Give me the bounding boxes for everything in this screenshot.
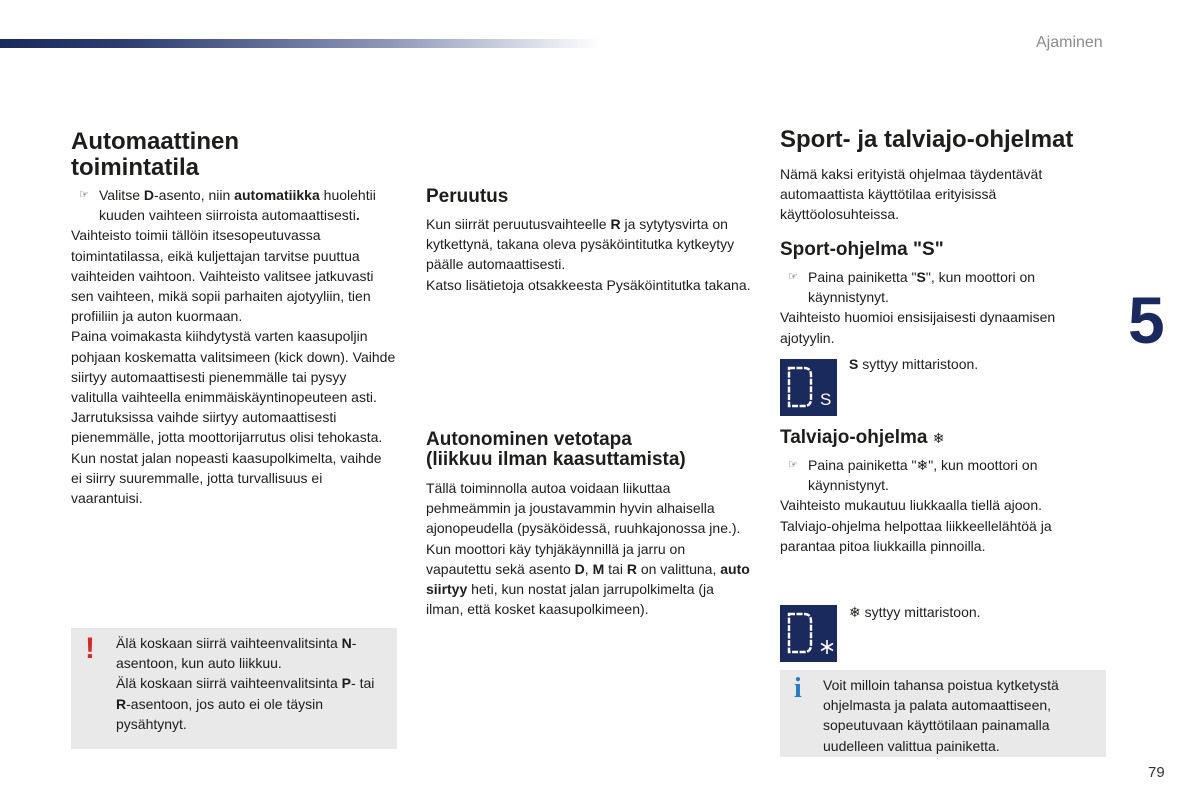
exclamation-icon: ! [85, 632, 95, 665]
pointing-finger-icon: ☞ [79, 189, 89, 201]
winter-caption: ❄ syttyy mittaristoon. [849, 604, 981, 620]
automatic-mode-paragraph: Vaihteisto toimii tällöin itsesopeutuvassa toimintatilassa, eikä kuljettajan tarvitse puuttua vaihteiden vaihtoon. Vaihteisto valitsee jatkuvasti sen vaihteen, mikä sopii parhaiten ajotyyliin, tien profiiliin ja auton kuormaan. [71, 227, 374, 325]
pointing-finger-icon: ☞ [788, 271, 798, 283]
header-gradient-bar [0, 39, 600, 48]
pointing-finger-icon: ☞ [788, 459, 798, 471]
creep-title: Autonominen vetotapa (liikkuu ilman kaasuttamista) [426, 429, 686, 470]
reverse-body: Kun siirrät peruutusvaihteelle R ja sytytysvirta on kytkettynä, takana oleva pysäköintitutka kytkeytyy päälle automaattisesti. Katso lisätietoja otsakkeesta Pysäköintitutka takana. [426, 216, 751, 293]
snowflake-icon [821, 640, 833, 654]
creep-body: Tällä toiminnolla autoa voidaan liikuttaa pehmeämmin ja joustavammin hyvin alhaisella ajonopeudella (pysäköidessä, ruuhkajonossa jne.). Kun moottori käy tyhjäkäynnillä ja jarru on vapautettu sekä asento D, M tai R on valittuna, auto siirtyy heti, kun nostat jalan jarrupolkimelta (ja ilman, että kosket kaasupolkimeen). [426, 480, 750, 618]
lift-off-paragraph: Kun nostat jalan nopeasti kaasupolkimelta, vaihde ei siirry suuremmalle, jotta turvallisuus ei vaarantuisi. [71, 449, 382, 507]
page-number: 79 [1148, 764, 1165, 781]
snowflake-icon: ❄ [932, 430, 945, 446]
programs-intro: Nämä kaksi erityistä ohjelmaa täydentävät automaattista käyttötilaa erityisissä käyttöolosuhteissa. [780, 166, 1043, 223]
info-text: Voit milloin tahansa poistua kytketystä ohjelmasta ja palata automaattiseen, sopeutuvaan käyttötilaan painamalla uudelleen valittua painiketta. [823, 677, 1059, 754]
warning-text: Älä koskaan siirrä vaihteenvalitsinta N-asentoon, kun auto liikkuu. Älä koskaan siirrä vaihteenvalitsinta P- tai R-asentoon, jos auto ei ole täysin pysähtynyt. [116, 635, 375, 732]
automatic-mode-bullet: ☞ Valitse D-asento, niin automatiikka huolehtii kuuden vaihteen siirroista automaattisesti. [79, 187, 376, 224]
sport-body: ☞ Paina painiketta "S", kun moottori on käynnistynyt. Vaihteisto huomioi ensisijaisesti dynaamisen ajotyylin. [780, 269, 1056, 346]
programs-title: Sport- ja talviajo-ohjelmat [780, 126, 1074, 153]
svg-text:S: S [820, 390, 832, 409]
sport-caption: S syttyy mittaristoon. [849, 356, 979, 372]
info-box [780, 670, 1106, 757]
chapter-number: 5 [1128, 283, 1165, 357]
winter-title: Talviajo-ohjelma ❄ [780, 427, 945, 448]
automatic-mode-body [71, 185, 396, 508]
kickdown-paragraph: Paina voimakasta kiihdytystä varten kaasupoljin pohjaan koskematta valitsimeen (kick down). Vaihde siirtyy automaattisesti pienemmälle tai pysyy valitulla vaihteella enimmäiskäyntinopeuteen asti. [71, 328, 396, 406]
section-title: Ajaminen [1036, 34, 1103, 51]
info-icon: i [794, 673, 802, 704]
sport-display-icon [780, 359, 837, 416]
winter-display-icon [780, 605, 837, 662]
automatic-mode-title: Automaattinen toimintatila [71, 128, 239, 181]
snowflake-icon: ❄ [849, 604, 861, 620]
sport-title: Sport-ohjelma "S" [780, 239, 944, 260]
reverse-title: Peruutus [426, 186, 509, 207]
winter-body: ☞ Paina painiketta "❄", kun moottori on käynnistynyt. Vaihteisto mukautuu liukkaalla tiellä ajoon. Talviajo-ohjelma helpottaa liikkeellelähtöä ja parantaa pitoa liukkailla pinnoilla. [780, 457, 1052, 554]
snowflake-icon: ❄ [916, 457, 929, 473]
braking-paragraph: Jarrutuksissa vaihde siirtyy automaattisesti pienemmälle, jotta moottorijarrutus olisi tehokasta. [71, 409, 383, 446]
warning-box [71, 628, 397, 749]
